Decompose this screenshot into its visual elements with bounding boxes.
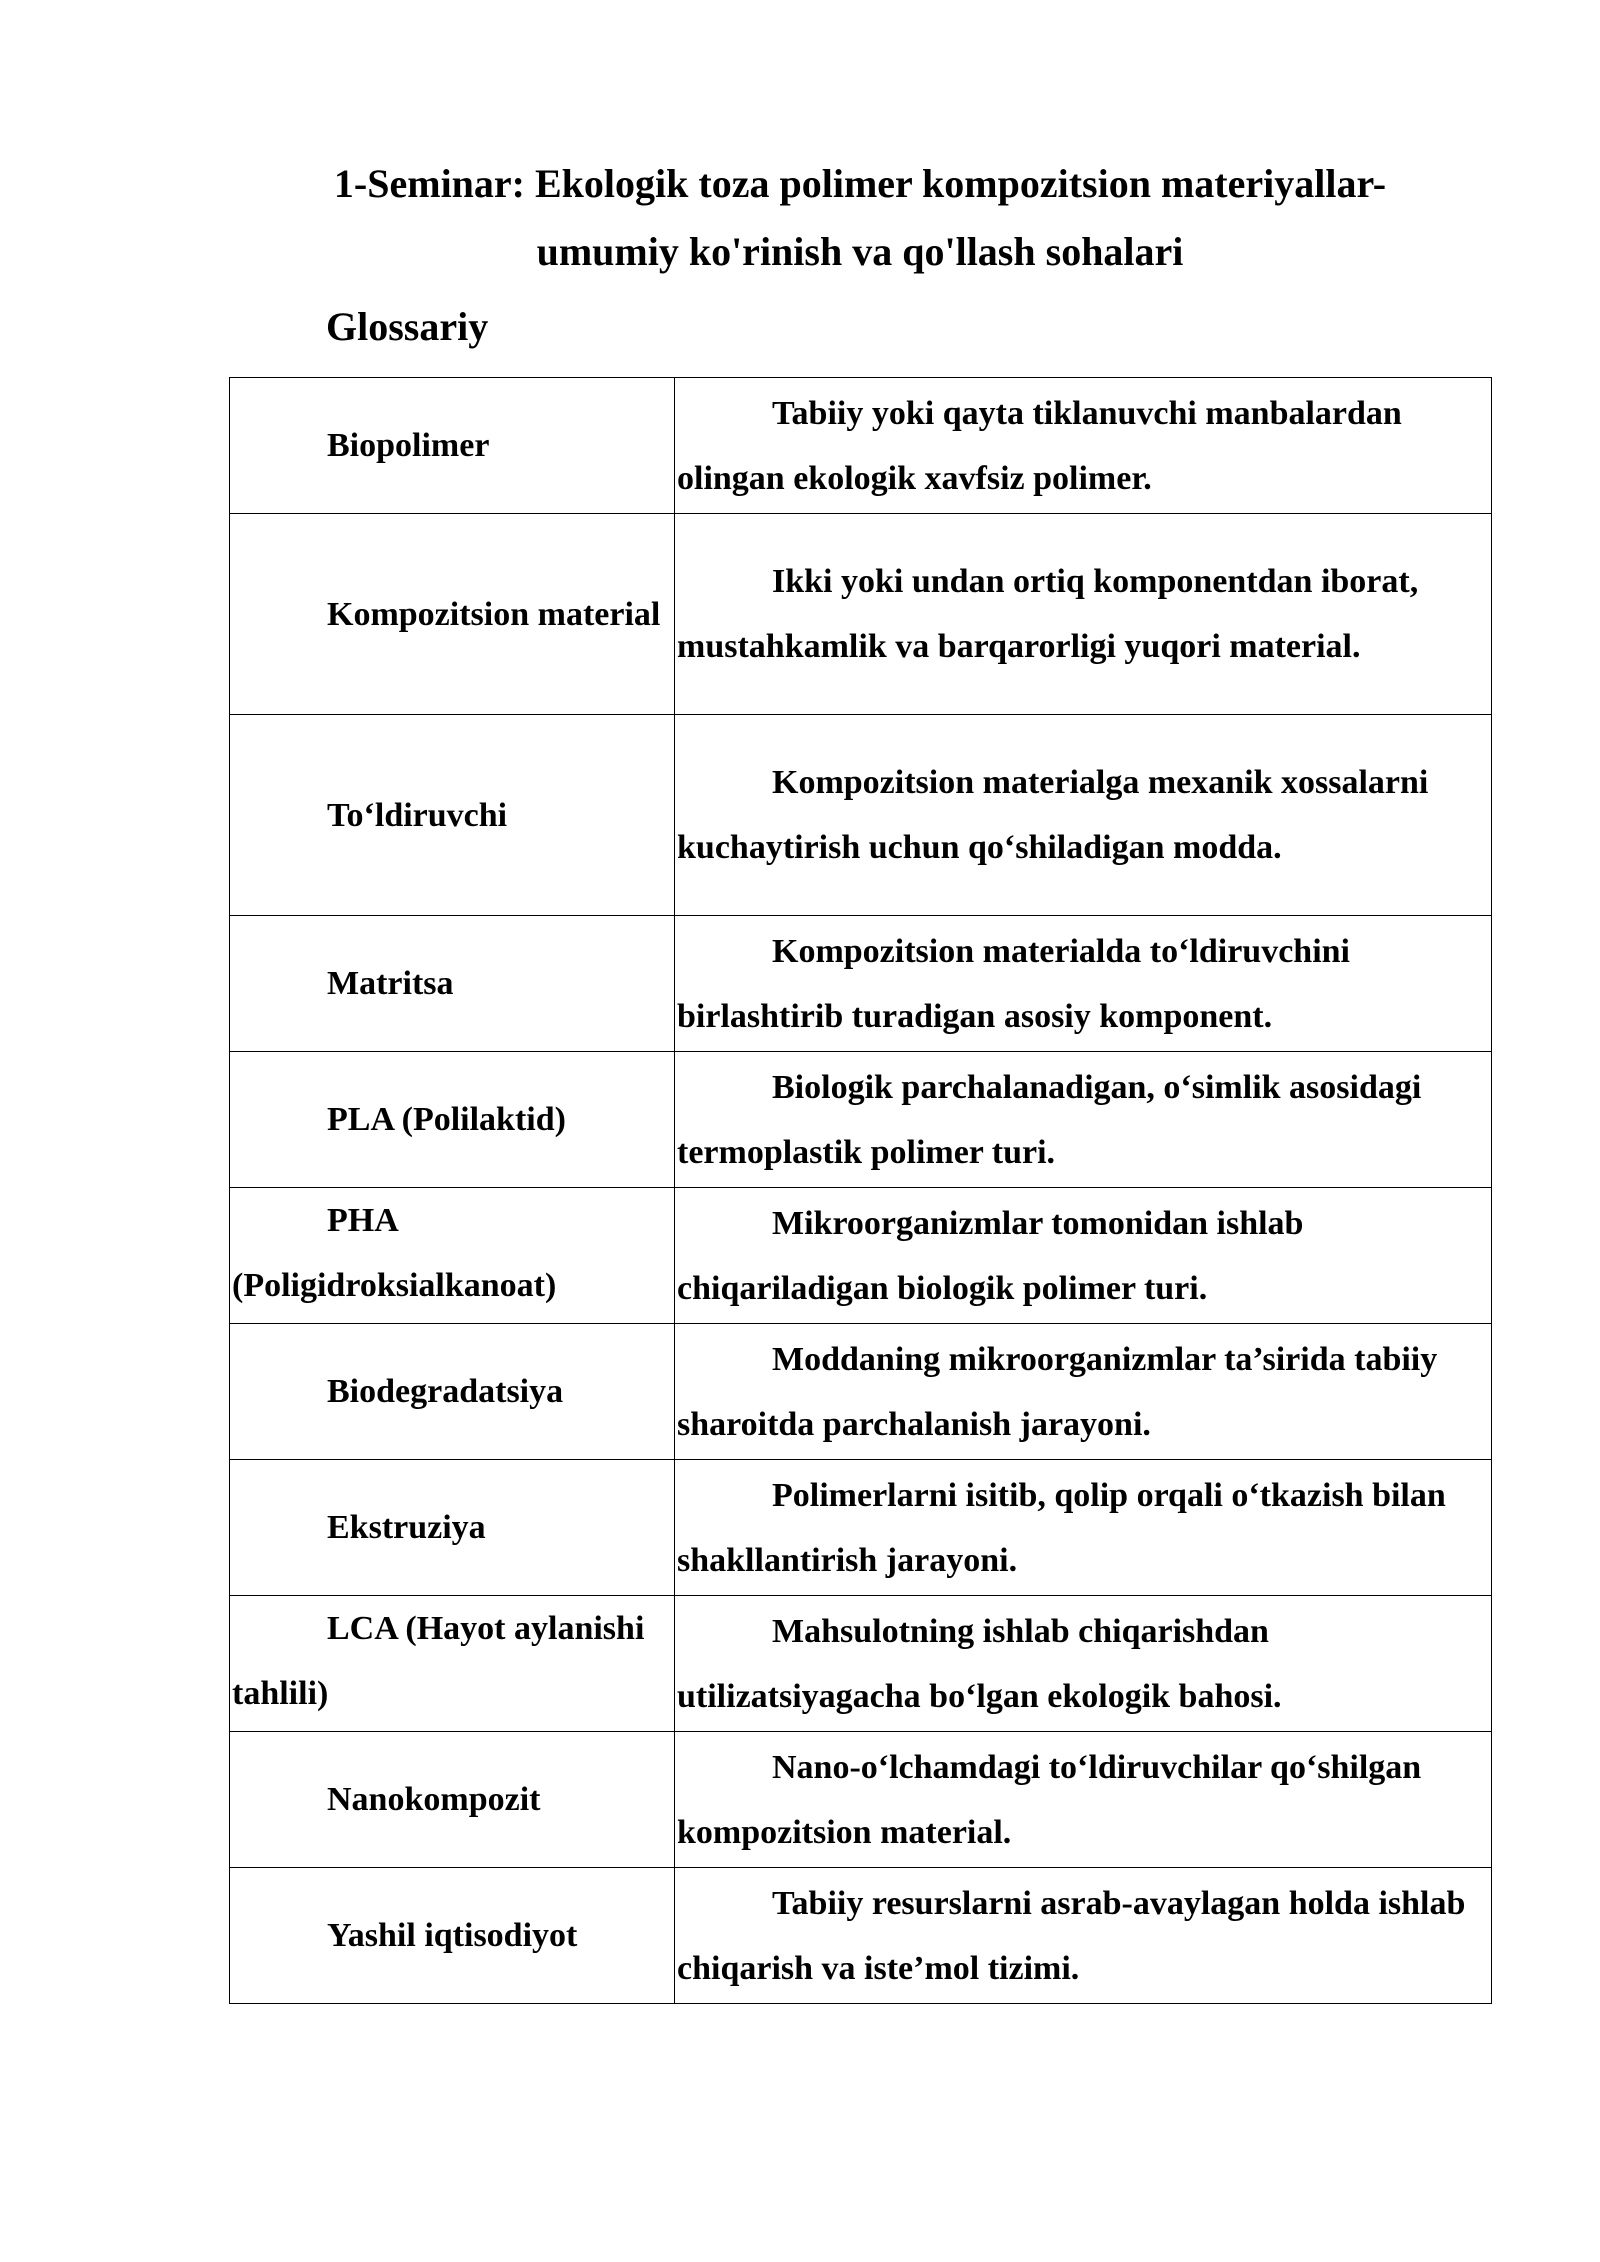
glossary-term: Kompozitsion material: [327, 595, 661, 633]
glossary-row: [230, 1188, 1492, 1324]
glossary-definition-cell: [675, 916, 1492, 1052]
glossary-row: [230, 916, 1492, 1052]
title-line-1: 1-Seminar: Ekologik toza polimer kompozitsion materiyallar-: [333, 161, 1387, 206]
glossary-term-cell: [230, 1188, 675, 1324]
glossary-term-cell: [230, 1460, 675, 1596]
title-line-2: umumiy ko'rinish va qo'llash sohalari: [536, 229, 1184, 274]
glossary-definition-cell: [675, 514, 1492, 715]
glossary-term-cell: [230, 1732, 675, 1868]
glossary-term-cell: [230, 378, 675, 514]
glossary-term: Matritsa: [327, 965, 454, 1002]
glossary-definition-cell: [675, 1324, 1492, 1460]
glossary-term: Nanokompozit: [327, 1781, 541, 1818]
glossary-definition: Mahsulotning ishlab chiqarishdan utilizatsiyagacha bo‘lgan ekologik bahosi.: [677, 1612, 1282, 1715]
glossary-term: PLA (Polilaktid): [327, 1101, 566, 1138]
glossary-heading: Glossariy: [326, 304, 489, 349]
glossary-definition: Nano-o‘lchamdagi to‘ldiruvchilar qo‘shilgan kompozitsion material.: [677, 1748, 1422, 1851]
glossary-definition-cell: [675, 1052, 1492, 1188]
glossary-term: To‘ldiruvchi: [327, 796, 508, 834]
glossary-term-cell: [230, 514, 675, 715]
glossary-definition-cell: [675, 1460, 1492, 1596]
glossary-definition: Tabiiy yoki qayta tiklanuvchi manbalardan olingan ekologik xavfsiz polimer.: [677, 394, 1402, 497]
glossary-table: [229, 377, 1492, 2004]
glossary-term-cell: [230, 1052, 675, 1188]
glossary-definition: Kompozitsion materialda to‘ldiruvchini birlashtirib turadigan asosiy komponent.: [677, 932, 1350, 1035]
glossary-definition-cell: [675, 1596, 1492, 1732]
glossary-term: Biopolimer: [327, 427, 490, 464]
glossary-definition: Mikroorganizmlar tomonidan ishlab chiqariladigan biologik polimer turi.: [677, 1204, 1304, 1307]
glossary-row: [230, 1052, 1492, 1188]
glossary-term-cell: [230, 1324, 675, 1460]
glossary-term: Biodegradatsiya: [327, 1373, 564, 1410]
glossary-definition-cell: [675, 1732, 1492, 1868]
glossary-definition: Ikki yoki undan ortiq komponentdan iborat, mustahkamlik va barqarorligi yuqori material.: [677, 563, 1419, 665]
glossary-term-cell: [230, 916, 675, 1052]
glossary-definition-cell: [675, 1868, 1492, 2004]
glossary-term: LCA (Hayot aylanishi tahlili): [232, 1610, 645, 1712]
glossary-definition: Kompozitsion materialga mexanik xossalarni kuchaytirish uchun qo‘shiladigan modda.: [677, 764, 1429, 866]
glossary-term: Yashil iqtisodiyot: [327, 1917, 578, 1954]
glossary-term: PHA (Poligidroksialkanoat): [232, 1202, 557, 1304]
glossary-definition-cell: [675, 1188, 1492, 1324]
document-title: [230, 150, 1490, 286]
glossary-row: [230, 1460, 1492, 1596]
glossary-term: Ekstruziya: [327, 1509, 486, 1546]
glossary-row: [230, 1732, 1492, 1868]
glossary-row: [230, 1868, 1492, 2004]
glossary-definition: Moddaning mikroorganizmlar ta’sirida tabiiy sharoitda parchalanish jarayoni.: [677, 1340, 1438, 1443]
glossary-row: [230, 378, 1492, 514]
glossary-row: [230, 1324, 1492, 1460]
glossary-definition-cell: [675, 378, 1492, 514]
glossary-row: [230, 1596, 1492, 1732]
glossary-definition: Biologik parchalanadigan, o‘simlik asosidagi termoplastik polimer turi.: [677, 1068, 1422, 1171]
glossary-definition-cell: [675, 715, 1492, 916]
glossary-term-cell: [230, 715, 675, 916]
glossary-definition: Polimerlarni isitib, qolip orqali o‘tkazish bilan shakllantirish jarayoni.: [677, 1476, 1446, 1579]
glossary-row: [230, 715, 1492, 916]
glossary-term-cell: [230, 1596, 675, 1732]
glossary-definition: Tabiiy resurslarni asrab-avaylagan holda ishlab chiqarish va iste’mol tizimi.: [677, 1884, 1466, 1987]
glossary-term-cell: [230, 1868, 675, 2004]
glossary-row: [230, 514, 1492, 715]
